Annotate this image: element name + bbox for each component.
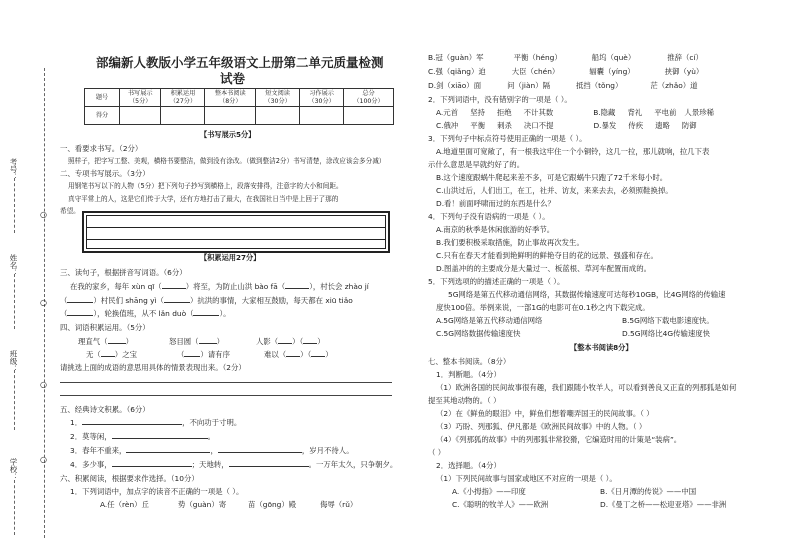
pinyin-blank[interactable] [67, 315, 93, 316]
pinyin-blank[interactable] [285, 288, 309, 289]
q6-1-option-a4: 侮辱（rǔ） [320, 500, 358, 509]
q7-2-title: 2．选择题。（4分） [436, 461, 501, 470]
q6-5-prompt: 5．下列选项的的描述正确的一项是（ ）。 [428, 277, 565, 286]
poem-blank[interactable] [112, 466, 192, 467]
poem-line-1: 1． ，不向功于寸明。 [70, 418, 242, 427]
poem-line-4: 4．多少事， ；天地转， 。一万年太久，只争朝夕。 [70, 460, 398, 469]
q6-5-passage: 5G网络是第五代移动通信网络，其数据传输速度可达每秒10GB，比4G网络的传输速 [448, 290, 726, 299]
q7-2-prompt: （1）下列民间故事与国家或地区不对应的一项是（ ）。 [436, 474, 617, 483]
q6-1-option-a3: 苗（gōng）殿 [248, 500, 297, 509]
school-label: 学校： [9, 458, 18, 481]
idiom-blank[interactable] [101, 356, 115, 357]
q6-4-option-b[interactable]: B.我们要积极采取措施，防止事故再次发生。 [436, 238, 584, 247]
binding-dot: ○ [40, 455, 47, 464]
pinyin-blank[interactable] [162, 288, 186, 289]
poem-blank[interactable] [229, 466, 309, 467]
q6-2-option-d[interactable]: D.暴发 [593, 121, 617, 130]
idiom-blank[interactable] [311, 356, 325, 357]
q6-1-prompt: 1．下列词语中，加点字的读音不正确的一项是（ ）。 [70, 487, 244, 496]
q7-1-title: 1．判断题。（4分） [436, 370, 501, 379]
score-head-cell: 短文阅读 （30分） [256, 89, 300, 107]
name-label: 姓名： [9, 254, 18, 277]
score-head-cell: 题号 [85, 89, 120, 107]
class-blank[interactable] [14, 370, 15, 430]
question-1-title: 一、看要求书写。（2分） [60, 144, 143, 153]
idiom-row-2: 无（ ）之宝 （ ）请有序 难以（ ）（ ） [86, 350, 333, 359]
pinyin-line-3: （ ），轮换值班，从不 lǎn duò（ ）。 [60, 309, 231, 318]
question-5-title: 五、经典诗文积累。（6分） [60, 405, 150, 414]
q6-5-option-a[interactable]: A.5G网络是第五代移动通信网络 [436, 316, 543, 325]
q6-4-prompt: 4．下列句子没有语病的一项是（ ）。 [428, 212, 550, 221]
q7-1-item-4: （4）《列那狐的故事》中的列那狐非常狡猾，它编造时用的计策是“装病”。 [436, 435, 682, 444]
poem-line-2: 2．莫等闲， 。 [70, 432, 216, 441]
idiom-blank[interactable] [286, 356, 300, 357]
handwriting-line [86, 227, 386, 228]
idiom-task: 请挑选上面的成语的意思用具体的情景表现出来。（2分） [60, 363, 246, 372]
score-head-cell: 书写展示 （5分） [120, 89, 161, 107]
pinyin-blank[interactable] [67, 302, 93, 303]
pinyin-blank[interactable] [193, 315, 219, 316]
q6-2-option-b[interactable]: B.隐藏 [593, 108, 616, 117]
q6-2-option-a[interactable]: A.元首 [436, 108, 459, 117]
q6-5-option-d[interactable]: D.5G网络比4G传输速度快 [622, 329, 711, 338]
q6-4-option-a[interactable]: A.南京的秋季是休闲旅游的好季节。 [436, 225, 555, 234]
question-2-passage-end: 希望。 [60, 207, 80, 215]
score-cell[interactable] [344, 107, 394, 125]
q6-5-option-c[interactable]: C.5G网络数据传输速度快 [436, 329, 521, 338]
q6-2-row-1: A.元首 坚持 拒绝 不计其数 B.隐藏 背礼 平电前 人景珍稀 [436, 108, 714, 117]
section-header-book: 【整本书阅读8分】 [570, 343, 633, 352]
q6-2-row-2: C.俄冲 平衡 刺杀 决口不提 D.暴发 侍疾 遗略 防御 [436, 121, 697, 130]
question-4-title: 四、词语积累运用。（5分） [60, 323, 150, 332]
idiom-blank[interactable] [108, 343, 126, 344]
question-6-title: 六、积累阅读，根据要求作选择。（10分） [60, 474, 199, 483]
q6-1-option-a2: 势（guàn）寄 [178, 500, 227, 509]
score-head-cell: 总分 （100分） [344, 89, 394, 107]
score-header-row [85, 89, 394, 107]
question-2-text: 用钢笔书写以下的人物（5分）把下列句子抄写到横格上，段落安排得，注意字的大小和间距。 [68, 182, 343, 190]
name-blank[interactable] [14, 274, 15, 329]
q6-3-option-a-cont: 示什么意思是早就约好了的。 [428, 160, 525, 169]
q7-2-option-b[interactable]: B.《日月潭的传说》——中国 [600, 487, 697, 496]
question-2-title: 二、专项书写展示。（3分） [60, 169, 150, 178]
score-cell[interactable] [161, 107, 205, 125]
pinyin-blank[interactable] [164, 302, 190, 303]
poem-blank[interactable] [82, 424, 182, 425]
page-subtitle: 试卷 [220, 71, 246, 86]
q6-1-option-a[interactable]: A.任（rèn）丘 [100, 500, 149, 509]
school-blank[interactable] [14, 480, 15, 535]
q6-2-option-c[interactable]: C.俄冲 [436, 121, 459, 130]
q7-1-item-2[interactable]: （2）在《鲜鱼的眼泪》中，鲜鱼们想着嘲弄国王的民间故事。（ ） [436, 409, 654, 418]
q7-1-item-1-cont[interactable]: 提至其地动物的。（ ） [428, 396, 501, 405]
score-cell[interactable] [120, 107, 161, 125]
poem-blank[interactable] [126, 452, 210, 453]
score-head-cell: 整本书阅读 （8分） [205, 89, 256, 107]
pinyin-line-2: （ ）村民们 shāng yì（ ）抗洪的事情，大家相互鼓励，每天都在 xiū tiǎo [60, 296, 353, 305]
handwriting-box-inner [86, 215, 386, 249]
pinyin-line-1: 在我的家乡，每年 xùn qī（ ）将至，为防止山洪 bào fā（ ），村长会 zhào jí [70, 282, 369, 291]
idiom-row-1: 理直气（ ） 怒目圆（ ） 人影（ ）（ ） [78, 337, 325, 346]
q7-2-option-c[interactable]: C.《聪明的牧羊人》——欧洲 [452, 500, 549, 509]
q6-4-option-c[interactable]: C.只有在春天才能看到艳鲜明的鲜艳夺目的花的远景、强盛和存在。 [436, 251, 658, 260]
score-cell[interactable] [205, 107, 256, 125]
answer-line[interactable] [60, 382, 392, 383]
q6-5-option-b[interactable]: B.5G网络下载电影速度快。 [622, 316, 714, 325]
q6-3-prompt: 3．下列句子中标点符号使用正确的一项是（ ）。 [428, 134, 587, 143]
score-head-cell: 习作展示 （30分） [300, 89, 344, 107]
q6-2-prompt: 2．下列词语中，没有错别字的一项是（ ）。 [428, 95, 572, 104]
binding-dot: ○ [40, 298, 47, 307]
q7-2-option-a[interactable]: A.《小拇指》——印度 [452, 487, 526, 496]
q6-1-option-b[interactable]: B.冠（guàn）军 平衡（héng） 船坞（què） 推辞（cí） [428, 53, 703, 62]
exam-id-label: 考号： [9, 158, 18, 181]
q6-1-option-c[interactable]: C.强（qiǎng）迫 大臣（chén） 辐囊（yíng） 挟御（yù） [428, 67, 704, 76]
question-7-title: 七、整本书阅读。（8分） [428, 357, 511, 366]
score-cell[interactable] [300, 107, 344, 125]
q7-1-item-1: （1）欧洲各国的民间故事很有趣，我们跟随小牧羊人，可以看到善良又正直的列那狐是如何 [436, 383, 737, 392]
question-3-title: 三、读句子，根据拼音写词语。（6分） [60, 268, 187, 277]
handwriting-line [86, 239, 386, 240]
section-header-accumulation: 【积累运用27分】 [200, 253, 261, 262]
handwriting-box[interactable] [82, 211, 390, 253]
poem-line-3: 3．春年不重来， ， ，岁月不待人。 [70, 446, 354, 455]
question-2-passage: 真守平常上的人，这是它们传于大学，还有方地打击了最大，在我国社日当中是上回于了那的 [68, 195, 339, 203]
class-label: 班级： [9, 350, 18, 373]
binding-dot: ○ [40, 210, 47, 219]
q6-3-option-d[interactable]: D.看！前面呼啸而过的东西是什么？ [436, 199, 555, 208]
q7-2-option-d[interactable]: D.《曼丁之桥——松迎亚塔》——非洲 [600, 500, 727, 509]
score-value-row [85, 107, 394, 125]
exam-id-blank[interactable] [14, 178, 15, 233]
q6-1-option-d[interactable]: D.剑（xiāo）面 问（jiàn）隔 抵挡（tǒng） 茫（zhǎo）道 [428, 81, 698, 90]
poem-blank[interactable] [112, 438, 208, 439]
q6-5-passage-cont: 度快100倍。举例来说，一部1G的电影可在0.1秒之内下载完成。 [436, 303, 650, 312]
q7-1-item-3[interactable]: （3）巧盼、列那狐、伊凡都是《欧洲民间故事》中的人物。（ ） [436, 422, 647, 431]
question-1-text: 照样子，把字写工整、美观，横格书要整洁，做到没有涂改。（做到整洁2分）书写清楚，涂改应该会多分减） [68, 157, 386, 165]
q6-3-option-b[interactable]: B.这个速度跟蜗牛爬起来差不多，可是它跟蜗牛只跑了72千米每小时。 [436, 173, 668, 182]
answer-line[interactable] [60, 395, 392, 396]
idiom-blank[interactable] [184, 356, 200, 357]
q6-3-option-c[interactable]: C.山洪过后，人们出工，在工，社并、访友，来来去去，必须照鞋换掉。 [436, 186, 673, 195]
score-head-cell: 积累运用 （27分） [161, 89, 205, 107]
page-title: 部编新人教版小学五年级语文上册第二单元质量检测 [96, 55, 384, 70]
q6-3-option-a[interactable]: A.地道里面可宽敞了，有一根我这牢住一个小铜铃，这几一拉，那儿就响，拉几下表 [436, 147, 710, 156]
q7-1-item-4-cont[interactable]: （ ） [428, 448, 446, 457]
score-table [84, 88, 394, 125]
idiom-blank[interactable] [199, 343, 217, 344]
poem-blank[interactable] [218, 452, 302, 453]
q6-4-option-d[interactable]: D.图盖冲的的主要成分是大量过一、板蓝根、草河车配置而成的。 [436, 264, 651, 273]
score-row-label: 得分 [85, 107, 120, 125]
idiom-blank[interactable] [278, 343, 292, 344]
binding-dot: ○ [40, 380, 47, 389]
idiom-blank[interactable] [303, 343, 317, 344]
score-cell[interactable] [256, 107, 300, 125]
section-header-writing: 【书写展示5分】 [200, 130, 256, 139]
